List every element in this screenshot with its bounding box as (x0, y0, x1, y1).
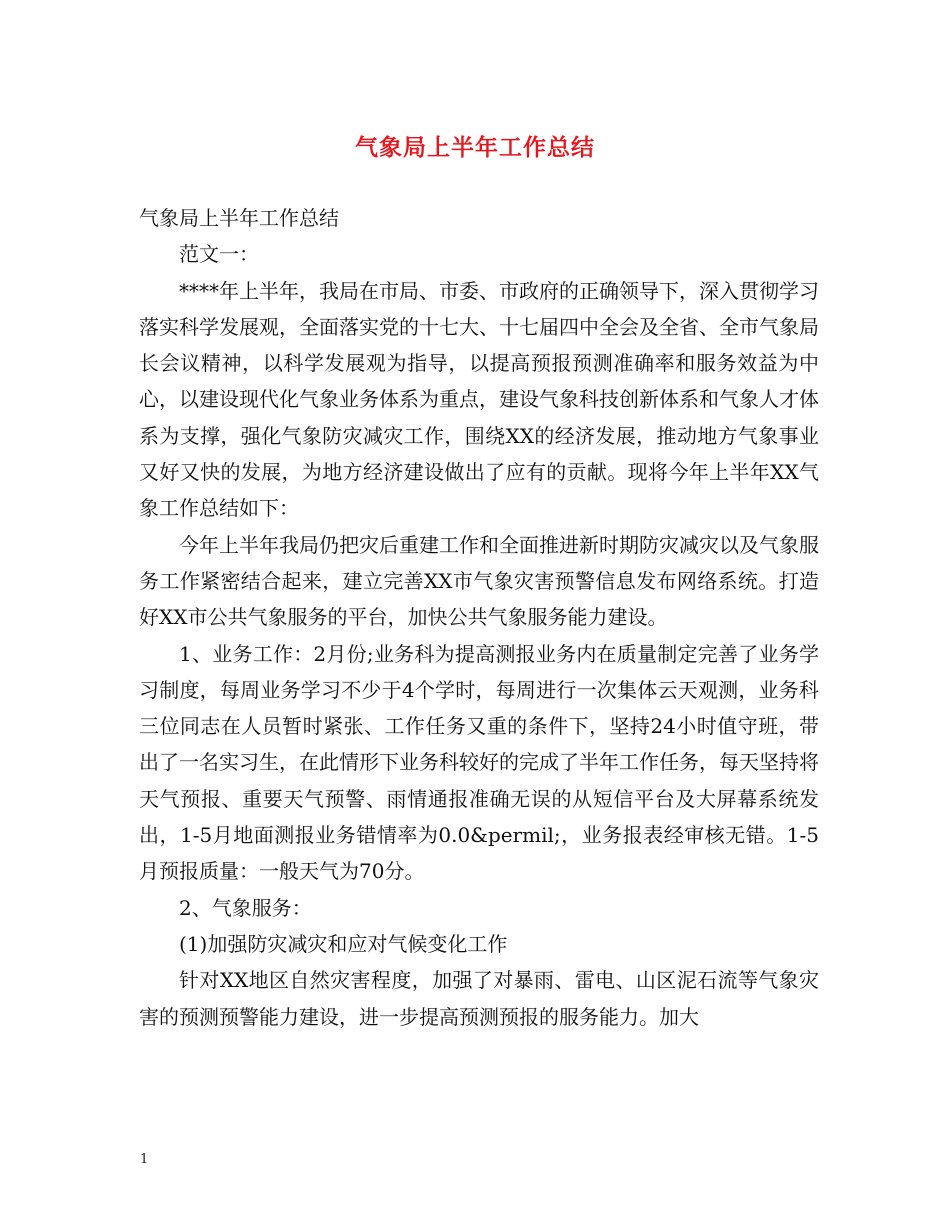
paragraph-disaster-capacity: 针对XX地区自然灾害程度，加强了对暴雨、雷电、山区泥石流等气象灾害的预测预警能力建设，进一步提高预测预报的服务能力。加大 (139, 968, 819, 1029)
paragraph-intro: ****年上半年，我局在市局、市委、市政府的正确领导下，深入贯彻学习落实科学发展观，全面落实党的十七大、十七届四中全会及全省、全市气象局长会议精神，以科学发展观为指导，以提高预报预测准确率和服务效益为中心，以建设现代化气象业务体系为重点，建设气象科技创新体系和气象人才体系为支撑，强化气象防灾减灾工作，围绕XX的经济发展，推动地方气象事业又好又快的发展，为地方经济建设做出了应有的贡献。现将今年上半年XX气象工作总结如下： (139, 278, 819, 521)
document-title: 气象局上半年工作总结 (355, 134, 595, 161)
paragraph-disaster-reduction: (1)加强防灾减灾和应对气候变化工作 (179, 931, 508, 956)
paragraph-weather-service: 2、气象服务： (179, 895, 312, 920)
paragraph-business-work: 1、业务工作：2月份;业务科为提高测报业务内在质量制定完善了业务学习制度，每周业务学习不少于4个学时，每周进行一次集体云天观测，业务科三位同志在人员暂时紧张、工作任务又重的条件下，坚持24小时值守班，带出了一名实习生，在此情形下业务科较好的完成了半年工作任务，每天坚持将天气预报、重要天气预警、雨情通报准确无误的从短信平台及大屏幕系统发出，1-5月地面测报业务错情率为0.0&permil;，业务报表经审核无错。1-5月预报质量：一般天气为70分。 (139, 641, 819, 884)
paragraph-heading: 气象局上半年工作总结 (139, 206, 339, 230)
document-body (139, 200, 819, 1035)
paragraph-sample-label: 范文一： (179, 242, 259, 267)
page-number: 1 (140, 1152, 149, 1167)
paragraph-overview: 今年上半年我局仍把灾后重建工作和全面推进新时期防灾减灾以及气象服务工作紧密结合起来，建立完善XX市气象灾害预警信息发布网络系统。打造好XX市公共气象服务的平台，加快公共气象服务能力建设。 (139, 532, 819, 630)
